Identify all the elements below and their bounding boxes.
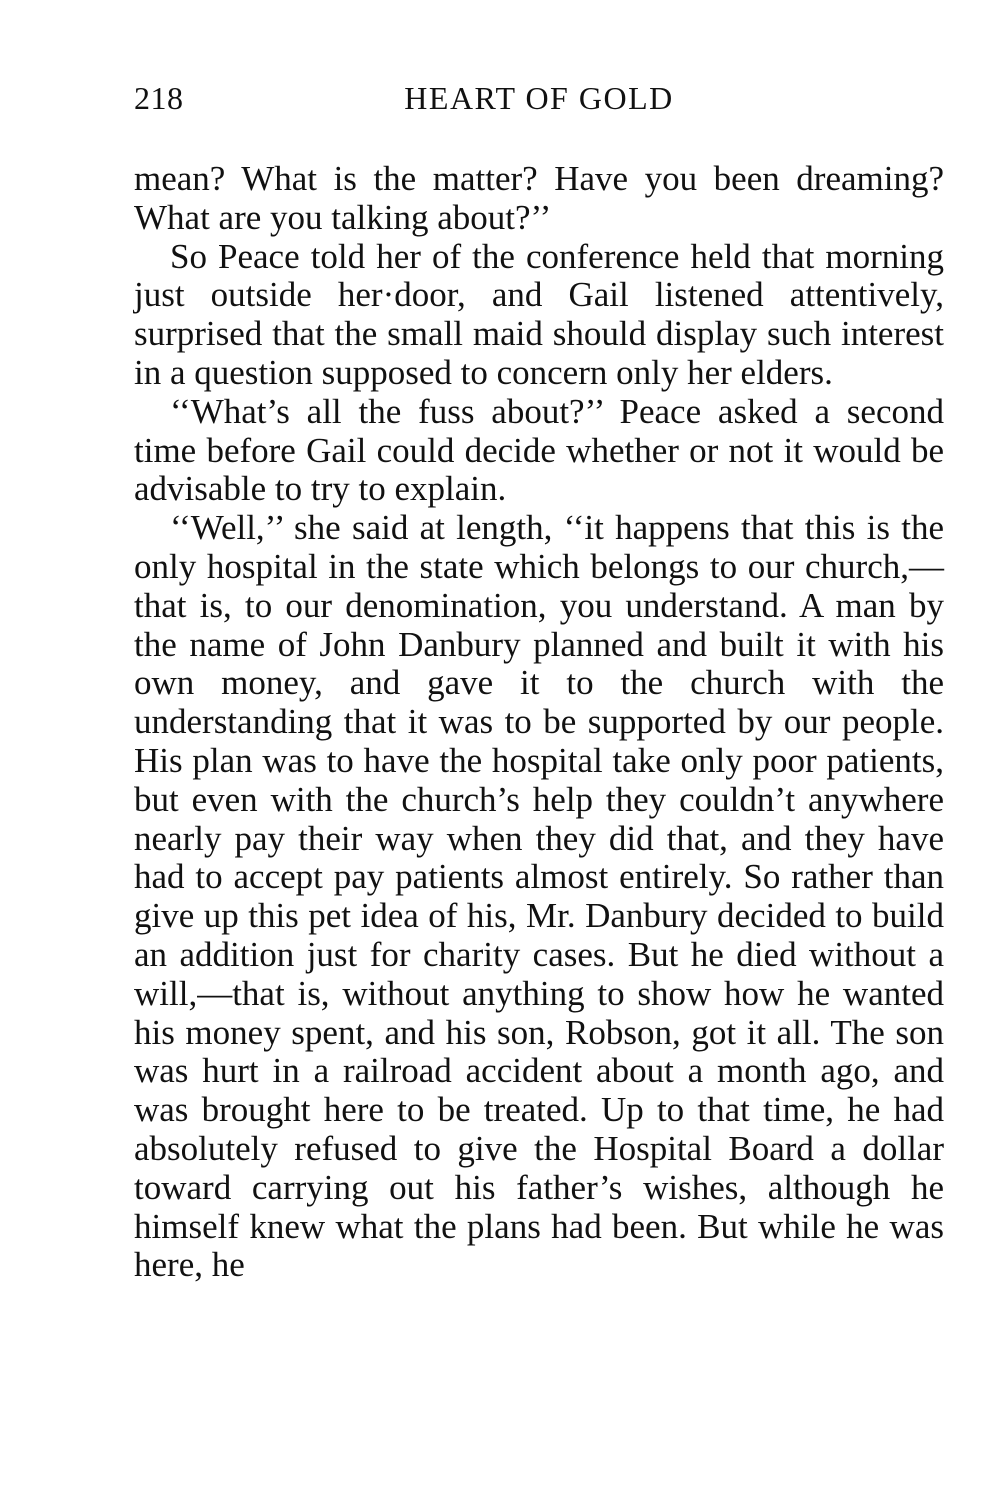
paragraph-conference: So Peace told her of the conference held that morning just outside her·door, and Gail listened attentively, surprised that the small maid should display such interest in a question supposed to concern only her elders. [134, 236, 944, 392]
body-text [134, 160, 944, 1285]
page-number: 218 [134, 80, 184, 116]
paragraph-continuation: mean? What is the matter? Have you been dreaming? What are you talking about?’’ [134, 159, 944, 237]
paragraph-hospital-story: ‘‘Well,’’ she said at length, ‘‘it happens that this is the only hospital in the state which belongs to our church,—that is, to our denomination, you understand. A man by the name of John Danbury planned and built it with his own money, and gave it to the church with the understanding that it was to be supported by our people. His plan was to have the hospital take only poor patients, but even with the church’s help they couldn’t anywhere nearly pay their way when they did that, and they have had to accept pay patients almost entirely. So rather than give up this pet idea of his, Mr. Danbury decided to build an addition just for charity cases. But he died without a will,—that is, without anything to show how he wanted his money spent, and his son, Robson, got it all. The son was hurt in a railroad accident about a month ago, and was brought here to be treated. Up to that time, he had absolutely refused to give the Hospital Board a dollar toward carrying out his father’s wishes, although he himself knew what the plans had been. But while he was here, he [134, 508, 944, 1285]
running-head [134, 80, 944, 124]
paragraph-fuss-question: ‘‘What’s all the fuss about?’’ Peace asked a second time before Gail could decide whether or not it would be advisable to try to explain. [134, 391, 944, 509]
book-title: HEART OF GOLD [404, 80, 674, 116]
